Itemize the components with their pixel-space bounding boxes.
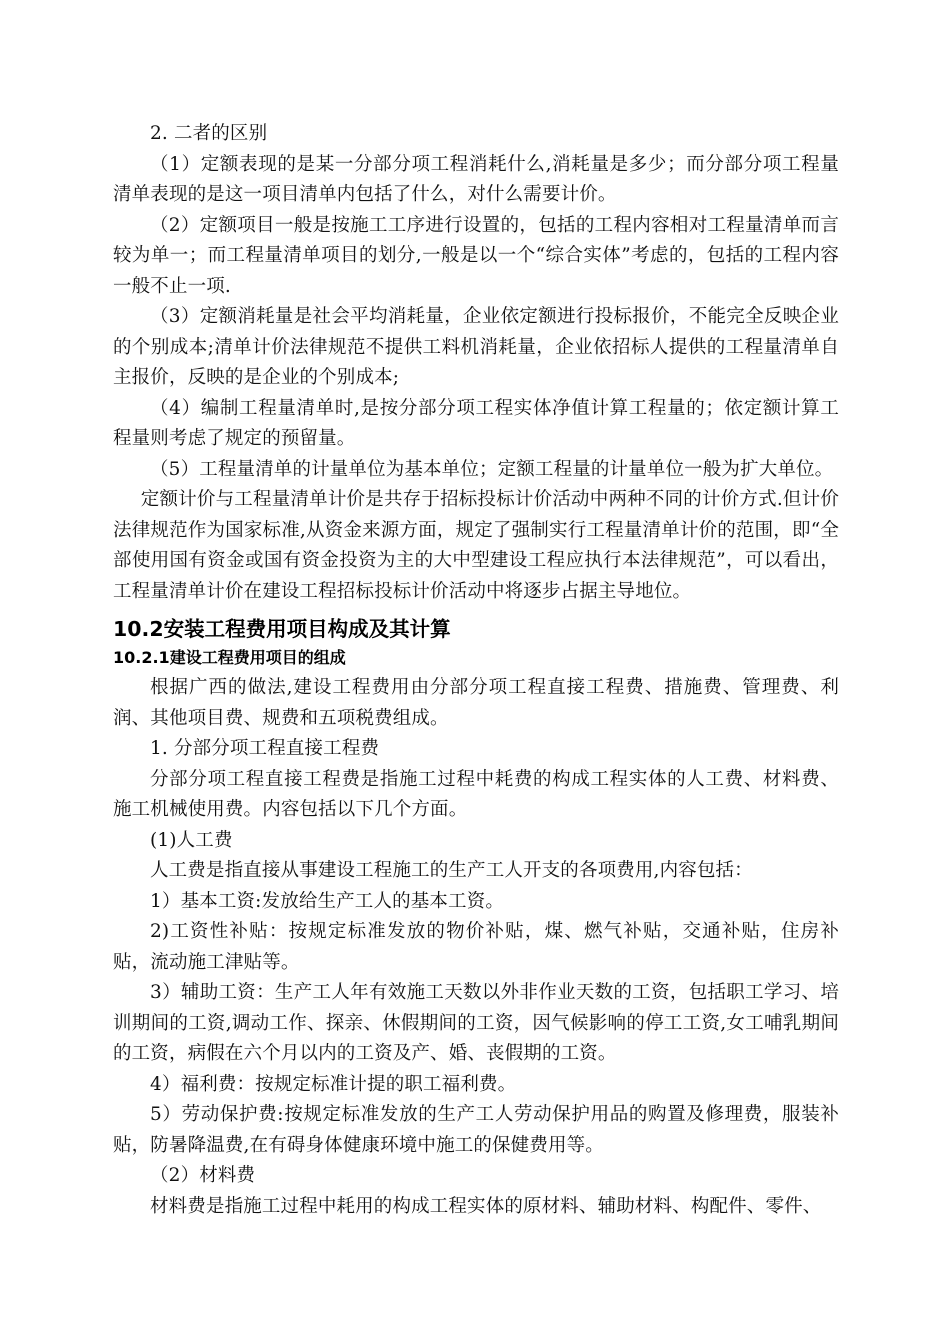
- difference-summary: 定额计价与工程量清单计价是共存于招标投标计价活动中两种不同的计价方式.但计价法律规范作为国家标准,从资金来源方面，规定了强制实行工程量清单计价的范围，即“全部使用国有资金或国有资金投资为主的大中型建设工程应执行本法律规范”，可以看出，工程量清单计价在建设工程招标投标计价活动中将逐步占据主导地位。: [113, 489, 839, 602]
- subsection-title-difference: 2. 二者的区别: [150, 123, 268, 144]
- document-body: [113, 119, 839, 1222]
- difference-item-3: （3）定额消耗量是社会平均消耗量，企业依定额进行投标报价，不能完全反映企业的个别成本;清单计价法律规范不提供工料机消耗量，企业依招标人提供的工程量清单自主报价，反映的是企业的个别成本;: [113, 306, 839, 388]
- labor-item-3: 3）辅助工资：生产工人年有效施工天数以外非作业天数的工资，包括职工学习、培训期间的工资,调动工作、探亲、休假期间的工资，因气候影响的停工工资,女工哺乳期间的工资，病假在六个月以内的工资及产、婚、丧假期的工资。: [113, 982, 839, 1064]
- labor-item-2: 2)工资性补贴：按规定标准发放的物价补贴，煤、燃气补贴，交通补贴，住房补贴，流动施工津贴等。: [113, 921, 839, 973]
- labor-item-1: 1）基本工资:发放给生产工人的基本工资。: [150, 890, 505, 912]
- difference-item-5: （5）工程量清单的计量单位为基本单位；定额工程量的计量单位一般为扩大单位。: [150, 458, 834, 480]
- labor-item-5: 5）劳动保护费:按规定标准发放的生产工人劳动保护用品的购置及修理费，服装补贴，防暑降温费,在有碍身体健康环境中施工的保健费用等。: [113, 1104, 839, 1156]
- paragraph-material: 材料费是指施工过程中耗用的构成工程实体的原材料、辅助材料、构配件、零件、: [150, 1195, 822, 1217]
- paragraph-intro: 根据广西的做法,建设工程费用由分部分项工程直接工程费、措施费、管理费、利润、其他项目费、规费和五项税费组成。: [113, 677, 839, 729]
- paragraph-labor: 人工费是指直接从事建设工程施工的生产工人开支的各项费用,内容包括：: [150, 860, 753, 881]
- difference-item-2: （2）定额项目一般是按施工工序进行设置的，包括的工程内容相对工程量清单而言较为单一；而工程量清单项目的划分,一般是以一个“综合实体”考虑的，包括的工程内容一般不止一项.: [113, 214, 839, 297]
- subsection-title-direct-cost: 1. 分部分项工程直接工程费: [150, 738, 380, 759]
- difference-item-4: （4）编制工程量清单时,是按分部分项工程实体净值计算工程量的；依定额计算工程量则考虑了规定的预留量。: [113, 397, 839, 449]
- item-title-labor: (1)人工费: [150, 829, 233, 851]
- labor-item-4: 4）福利费：按规定标准计提的职工福利费。: [150, 1073, 517, 1095]
- difference-item-1: （1）定额表现的是某一分部分项工程消耗什么,消耗量是多少；而分部分项工程量清单表现的是这一项目清单内包括了什么，对什么需要计价。: [113, 153, 839, 205]
- section-heading-10-2: 10.2安装工程费用项目构成及其计算: [113, 617, 451, 641]
- item-title-material: （2）材料费: [150, 1165, 256, 1186]
- paragraph-direct-cost: 分部分项工程直接工程费是指施工过程中耗费的构成工程实体的人工费、材料费、施工机械使用费。内容包括以下几个方面。: [113, 768, 839, 820]
- section-heading-10-2-1: 10.2.1建设工程费用项目的组成: [113, 648, 346, 667]
